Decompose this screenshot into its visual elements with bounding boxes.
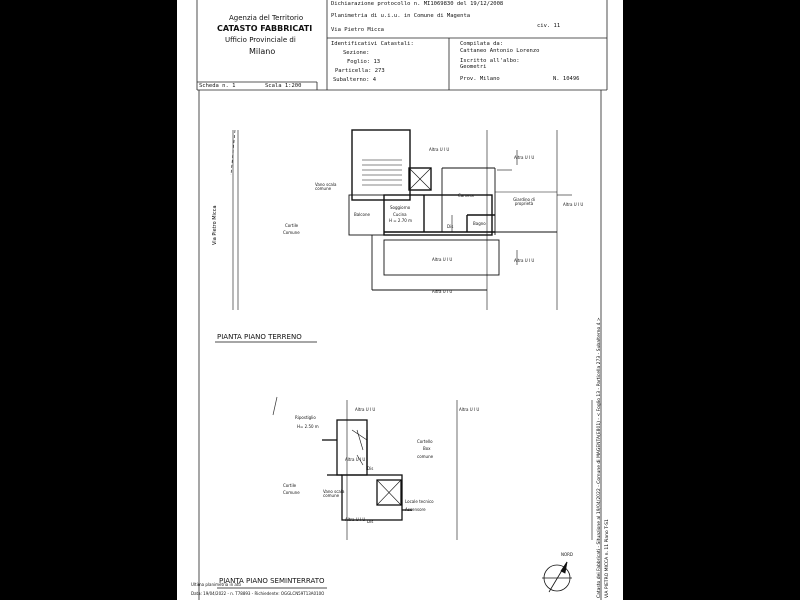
cadastral-sheet (177, 0, 623, 600)
agency-name: Agenzia del Territorio (229, 14, 304, 22)
bs-box: Box (423, 446, 431, 451)
bs-cortello: Cortello (417, 439, 433, 444)
sezione: Sezione: (343, 50, 370, 56)
footer-line-1: Ultima planimetria in atti (191, 582, 242, 587)
bs-ripostiglio: Ripostiglio (295, 415, 316, 420)
gf-balcone: Balcone (354, 212, 370, 217)
side-text-left: Catasto dei Fabbricati - Situazione al 19/04/2022 - Comune di MAGENTA(E801) - < Foglio 13 - Particella 273 - Subalterno 4 > (597, 317, 602, 598)
gf-cortile: Cortile (285, 223, 299, 228)
footer-line-2: Data: 19/04/2022 - n. T78893 - Richiedente: OGGLCN59T13A010O (191, 591, 325, 596)
gf-bagno: Bagno (473, 221, 486, 226)
bs-box-comune: comune (417, 454, 434, 459)
compiled-heading: Compilata da: (460, 41, 504, 47)
bs-dis-2: Dis (367, 519, 374, 524)
gf-altra-3: Altra U I U (563, 202, 584, 207)
albo-heading: Iscritto all'albo: (460, 58, 520, 64)
left-black-margin (0, 0, 177, 600)
bs-dis-1: Dis (367, 466, 374, 471)
ufficio-label: Ufficio Provinciale di (225, 36, 296, 44)
side-text-right: VIA PIETRO MICCA n. 11 Piano T-S1 (605, 519, 610, 598)
compiled-name: Cattaneo Antonio Lorenzo (460, 48, 540, 54)
gf-altra-4: Altra U I U (432, 257, 453, 262)
gf-cucina: Cucina (393, 212, 407, 217)
subalterno: Subalterno: 4 (333, 77, 377, 83)
ground-floor-title: PIANTA PIANO TERRENO (217, 333, 302, 341)
bs-altra-3: Altra U I U (345, 457, 366, 462)
gf-comune: Comune (283, 230, 300, 235)
bs-vano-scala: Vano scala comune (323, 489, 345, 498)
province: Prov. Milano (460, 76, 500, 82)
foglio: Foglio: 13 (347, 59, 381, 65)
ufficio-city: Milano (249, 47, 276, 56)
gf-height: H = 2.70 m (389, 218, 412, 223)
bs-altra-2: Altra U I U (459, 407, 480, 412)
bs-cortile-comune: Comune (283, 490, 300, 495)
gf-camera: Camera (458, 193, 474, 198)
bs-height: H= 2.50 m (297, 424, 319, 429)
basement-title: PIANTA PIANO SEMINTERRATO (219, 577, 325, 585)
gf-soggiorno: Soggiorno (390, 205, 411, 210)
albo-value: Geometri (460, 64, 487, 70)
bs-altra-1: Altra U I U (355, 407, 376, 412)
civic-number: civ. 11 (537, 23, 561, 29)
particella: Particella: 273 (335, 68, 385, 74)
bs-locale-tecnico: Locale tecnico (405, 499, 434, 504)
protocol-line: Dichiarazione protocollo n. MI1069830 del 19/12/2008 (331, 1, 504, 7)
bs-altra-4: Altra U I U (345, 517, 366, 522)
address-line: Via Pietro Micca (331, 27, 384, 33)
gf-giardino: Giardino di proprietà (513, 197, 535, 206)
right-black-margin (623, 0, 800, 600)
identifiers-heading: Identificativi Catastali: (331, 41, 414, 47)
sheet-lines (177, 0, 623, 600)
street-name-vertical: Via Pietro Micca (212, 205, 218, 245)
gf-vano-scala: Vano scala comune (315, 182, 337, 191)
bs-ascensore: Ascensore (405, 507, 426, 512)
gf-altra-6: Altra U I U (432, 289, 453, 294)
scheda-number: Scheda n. 1 (199, 83, 236, 89)
gf-altra-1: Altra U I U (429, 147, 450, 152)
gf-altra-5: Altra U I U (514, 258, 535, 263)
gf-dis: Dis (447, 224, 454, 229)
catasto-title: CATASTO FABBRICATI (217, 24, 313, 33)
gf-altra-2: Altra U I U (514, 155, 535, 160)
planimetry-line: Planimetria di u.i.u. in Comune di Magenta (331, 13, 471, 19)
north-label: NORD (561, 552, 573, 557)
scale: Scala 1:200 (265, 83, 302, 89)
bs-cortile: Cortile (283, 483, 297, 488)
register-number: N. 10496 (553, 76, 580, 82)
